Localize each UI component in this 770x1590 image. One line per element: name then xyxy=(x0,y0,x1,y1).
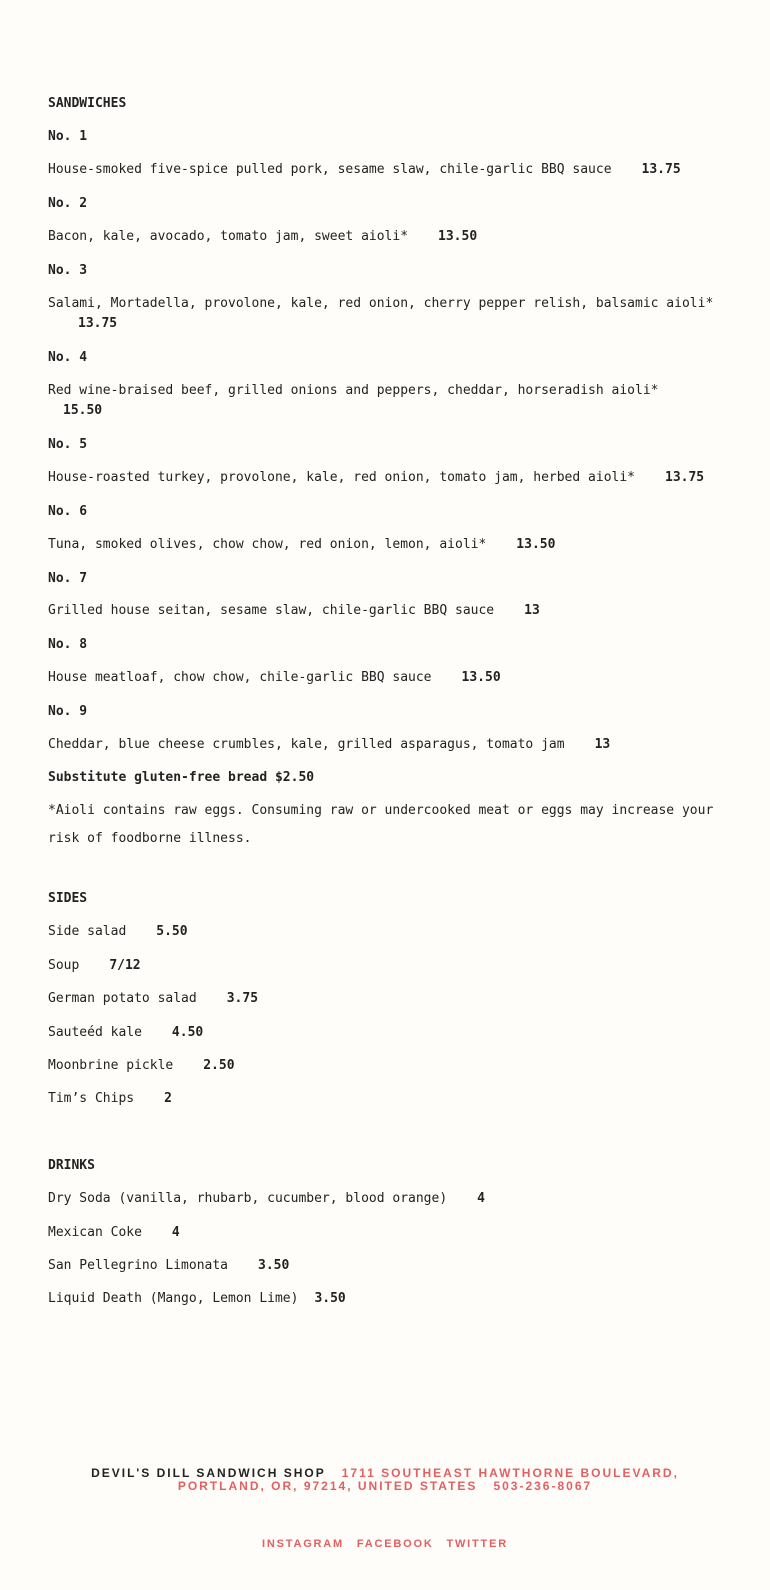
item-description: Soup xyxy=(48,958,80,973)
sandwich-number: No. 8 xyxy=(48,637,88,652)
menu-item xyxy=(48,381,718,421)
item-description: Dry Soda (vanilla, rhubarb, cucumber, blood orange) xyxy=(48,1191,448,1206)
item-price: 13.75 xyxy=(78,316,118,331)
item-price: 3.50 xyxy=(258,1258,290,1273)
item-description: San Pellegrino Limonata xyxy=(48,1258,229,1273)
address-line2[interactable]: PORTLAND, OR, 97214, UNITED STATES xyxy=(177,1479,478,1493)
menu-item xyxy=(48,1256,718,1276)
item-price: 13.75 xyxy=(665,470,705,485)
sandwich-number: No. 3 xyxy=(48,263,88,278)
sandwich-number: No. 6 xyxy=(48,504,88,519)
item-description: Liquid Death (Mango, Lemon Lime) xyxy=(48,1291,299,1306)
menu-item xyxy=(48,160,718,180)
sandwich-number: No. 5 xyxy=(48,437,88,452)
item-price: 15.50 xyxy=(63,403,103,418)
menu-item xyxy=(48,956,718,976)
item-description: Side salad xyxy=(48,924,127,939)
menu-item xyxy=(48,535,718,555)
menu-item xyxy=(48,1089,718,1109)
item-description: German potato salad xyxy=(48,991,197,1006)
item-price: 13.50 xyxy=(461,670,501,685)
aioli-disclaimer: *Aioli contains raw eggs. Consuming raw or undercooked meat or eggs may increase your risk of foodborne illness. xyxy=(48,803,714,846)
item-description: Cheddar, blue cheese crumbles, kale, grilled asparagus, tomato jam xyxy=(48,737,565,752)
section-heading-sandwiches: SANDWICHES xyxy=(48,96,127,111)
item-price: 13.50 xyxy=(438,229,478,244)
sandwich-number: No. 9 xyxy=(48,704,88,719)
menu-item xyxy=(48,1023,718,1043)
item-price: 5.50 xyxy=(156,924,188,939)
menu-item xyxy=(48,668,718,688)
instagram-link[interactable]: INSTAGRAM xyxy=(262,1538,345,1550)
item-price: 13.75 xyxy=(641,162,681,177)
menu-item xyxy=(48,1056,718,1076)
item-description: Tuna, smoked olives, chow chow, red onion, lemon, aioli* xyxy=(48,537,487,552)
item-price: 7/12 xyxy=(109,958,141,973)
gluten-free-note: Substitute gluten-free bread $2.50 xyxy=(48,770,315,785)
menu-item xyxy=(48,227,718,247)
item-description: House-roasted turkey, provolone, kale, red onion, tomato jam, herbed aioli* xyxy=(48,470,635,485)
sandwich-number: No. 1 xyxy=(48,129,88,144)
facebook-link[interactable]: FACEBOOK xyxy=(356,1538,434,1550)
menu-item xyxy=(48,922,718,942)
item-price: 2 xyxy=(164,1091,172,1106)
item-price: 4.50 xyxy=(171,1025,204,1040)
menu-item xyxy=(48,601,718,621)
item-description: House meatloaf, chow chow, chile-garlic BBQ sauce xyxy=(48,670,432,685)
address-line1[interactable]: 1711 SOUTHEAST HAWTHORNE BOULEVARD, xyxy=(341,1466,679,1480)
item-description: Mexican Coke xyxy=(48,1225,142,1240)
sandwich-number: No. 7 xyxy=(48,571,88,586)
item-description: Tim’s Chips xyxy=(48,1091,135,1106)
social-links xyxy=(0,1534,770,1554)
item-description: House-smoked five-spice pulled pork, sesame slaw, chile-garlic BBQ sauce xyxy=(48,162,612,177)
item-price: 4 xyxy=(171,1225,180,1240)
item-description: Bacon, kale, avocado, tomato jam, sweet aioli* xyxy=(48,229,409,244)
menu-item xyxy=(48,989,718,1009)
menu-item xyxy=(48,735,718,755)
item-description: Salami, Mortadella, provolone, kale, red onion, cherry pepper relish, balsamic aioli* xyxy=(48,296,714,311)
item-price: 13.50 xyxy=(516,537,556,552)
item-price: 2.50 xyxy=(203,1058,235,1073)
menu-item xyxy=(48,294,718,334)
section-heading-sides: SIDES xyxy=(48,891,88,906)
item-description: Moonbrine pickle xyxy=(48,1058,174,1073)
menu-item xyxy=(48,1189,718,1209)
item-price: 3.50 xyxy=(314,1291,346,1306)
shop-name: DEVIL'S DILL SANDWICH SHOP xyxy=(91,1466,326,1480)
item-description: Red wine-braised beef, grilled onions and peppers, cheddar, horseradish aioli* xyxy=(48,383,659,398)
menu-item xyxy=(48,1289,718,1309)
menu-item xyxy=(48,468,718,488)
item-price: 13 xyxy=(594,737,611,752)
sandwich-number: No. 2 xyxy=(48,196,88,211)
twitter-link[interactable]: TWITTER xyxy=(446,1538,508,1550)
item-price: 13 xyxy=(524,603,540,618)
footer-address-block xyxy=(0,1467,770,1493)
item-price: 3.75 xyxy=(226,991,259,1006)
item-price: 4 xyxy=(477,1191,485,1206)
sandwich-number: No. 4 xyxy=(48,350,88,365)
item-description: Grilled house seitan, sesame slaw, chile-garlic BBQ sauce xyxy=(48,603,495,618)
phone-link[interactable]: 503-236-8067 xyxy=(493,1479,593,1493)
item-description: Sauteéd kale xyxy=(48,1025,142,1040)
section-heading-drinks: DRINKS xyxy=(48,1158,95,1173)
menu-item xyxy=(48,1223,718,1243)
